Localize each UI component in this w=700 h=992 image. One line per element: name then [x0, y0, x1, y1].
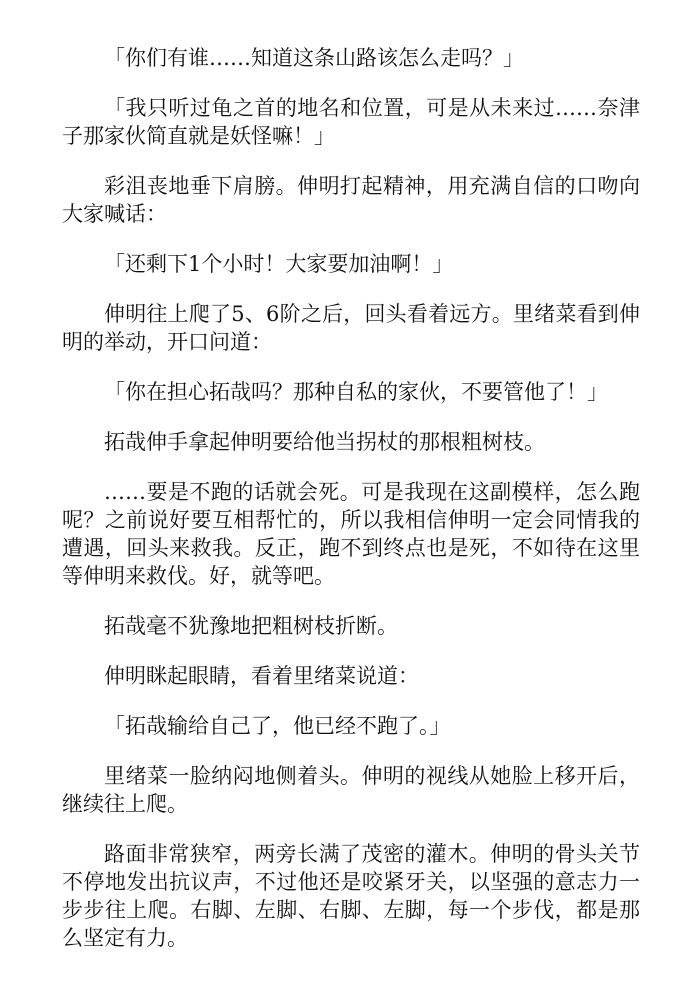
paragraph: 伸明眯起眼睛，看着里绪菜说道：: [104, 664, 419, 688]
paragraph: ……要是不跑的话就会死。可是我现在这副模样，怎么跑呢？之前说好要互相帮忙的，所以我相信伸明一定会同情我的遭遇，回头来救我。反正，跑不到终点也是死，不如待在这里等伸明来救伐。好，就等吧。: [62, 480, 640, 588]
paragraph: 「你们有谁……知道这条山路该怎么走吗？」: [104, 46, 524, 70]
paragraph: 里绪菜一脸纳闷地侧着头。伸明的视线从她脸上移开后，继续往上爬。: [62, 764, 640, 816]
paragraph: 路面非常狭窄，两旁长满了茂密的灌木。伸明的骨头关节不停地发出抗议声，不过他还是咬紧牙关，以坚强的意志力一步步往上爬。右脚、左脚、右脚、左脚，每一个步伐，都是那么坚定有力。: [62, 842, 640, 950]
paragraph: 「拓哉输给自己了，他已经不跑了。」: [104, 714, 451, 738]
paragraph: 「还剩下1个小时！大家要加油啊！」: [104, 252, 454, 276]
paragraph: 拓哉毫不犹豫地把粗树枝折断。: [104, 614, 398, 638]
paragraph: 彩沮丧地垂下肩膀。伸明打起精神，用充满自信的口吻向大家喊话：: [62, 174, 640, 226]
paragraph: 「我只听过龟之首的地名和位置，可是从未来过……奈津子那家伙简直就是妖怪嘛！」: [62, 96, 640, 148]
paragraph: 「你在担心拓哉吗？那种自私的家伙，不要管他了！」: [104, 380, 608, 404]
novel-page-text: [62, 44, 640, 974]
paragraph: 伸明往上爬了5、6阶之后，回头看着远方。里绪菜看到伸明的举动，开口问道：: [62, 302, 640, 354]
paragraph: 拓哉伸手拿起伸明要给他当拐杖的那根粗树枝。: [104, 430, 545, 454]
